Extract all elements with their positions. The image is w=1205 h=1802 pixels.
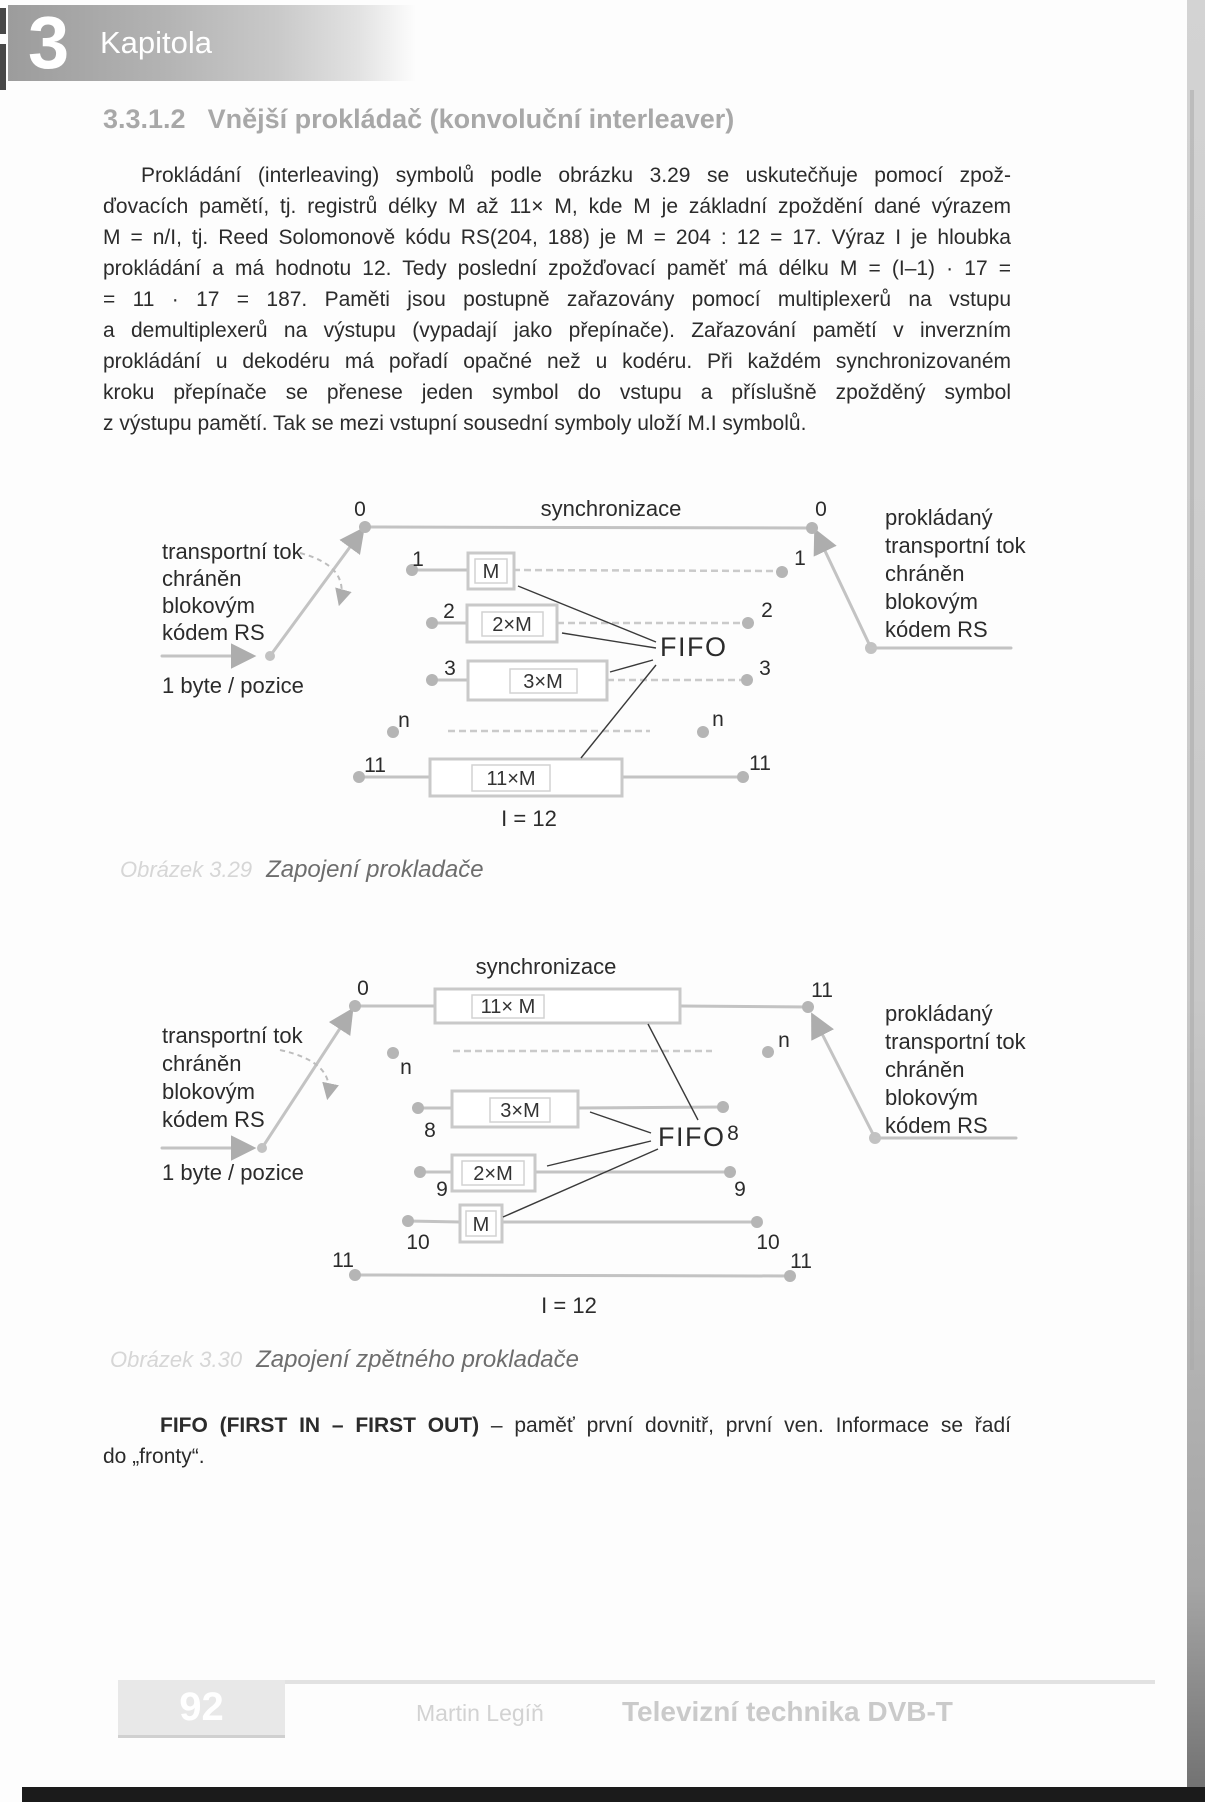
branch-number-left: 2	[443, 600, 455, 623]
branch-number-right: 9	[734, 1178, 746, 1201]
memory-box-label: M	[472, 1214, 490, 1236]
output-stream-label: kódem RS	[885, 1113, 988, 1138]
figure-interleaver-3-29	[100, 420, 1050, 840]
section-number: 3.3.1.2	[103, 104, 186, 134]
branch-number-left: 11	[364, 754, 386, 777]
paragraph-line: ďovacích pamětí, tj. registrů délky M až 11× M, kde M je základní zpoždění dané výrazem	[103, 195, 1011, 218]
input-stream-label: chráněn	[162, 1051, 242, 1076]
delay-memory-boxes	[435, 989, 680, 1242]
input-stream-label: chráněn	[162, 566, 242, 591]
branch-number-right: 11	[749, 752, 771, 775]
paragraph-line: M = n/I, tj. Reed Solomonově kódu RS(204, 188) je M = 204 : 12 = 17. Výraz I je hloubka	[103, 226, 1011, 249]
figure-caption-text: Zapojení zpětného prokladače	[256, 1346, 579, 1373]
switch-rotation-arrow	[300, 553, 342, 602]
paragraph-line: kroku přepínače se přenese jeden symbol do vstupu a příslušně zpožděný symbol	[103, 381, 1011, 404]
fifo-note-bold: FIFO (FIRST IN – FIRST OUT)	[160, 1414, 480, 1437]
sync-label: synchronizace	[475, 954, 617, 979]
branch-number-left: 0	[357, 977, 369, 1000]
branch-number-right: 1	[794, 547, 806, 570]
output-stream-label: prokládaný	[885, 1001, 993, 1026]
scan-right-edge-line	[1190, 90, 1194, 1370]
output-stream-label: kódem RS	[885, 617, 988, 642]
figure-caption-number: Obrázek 3.30	[110, 1347, 243, 1372]
paragraph-line: prokládání a má hodnotu 12. Tedy poslední zpožďovací paměť má délku M = (I–1) · 17 =	[103, 257, 1011, 280]
section-heading	[103, 104, 734, 135]
branch-number-left: 0	[354, 498, 366, 521]
output-stream-label: chráněn	[885, 561, 965, 586]
branch-number-left: n	[400, 1056, 412, 1079]
branch-number-right: n	[778, 1029, 790, 1052]
input-stream-label: kódem RS	[162, 1107, 265, 1132]
branch-number-right: 10	[756, 1231, 780, 1254]
branch-number-right: 11	[811, 979, 833, 1002]
branch-number-right: 2	[761, 599, 773, 622]
memory-box-label: M	[482, 561, 500, 583]
branch-number-left: 8	[424, 1119, 436, 1142]
input-stream-label: kódem RS	[162, 620, 265, 645]
section-title: Vnější prokládač (konvoluční interleaver)	[207, 104, 735, 134]
paragraph-line: Prokládání (interleaving) symbolů podle obrázku 3.29 se uskutečňuje pomocí zpož-	[141, 164, 1011, 187]
depth-label: I = 12	[541, 1293, 597, 1318]
branch-number-left: 3	[444, 657, 456, 680]
output-stream-label: blokovým	[885, 589, 978, 614]
paragraph-line: = 11 · 17 = 187. Paměti jsou postupně zařazovány pomocí multiplexerů na vstupu	[103, 288, 1011, 311]
figure-caption	[110, 1346, 579, 1374]
input-stream-label: transportní tok	[162, 1023, 303, 1048]
output-stream-label: transportní tok	[885, 533, 1026, 558]
input-stream-label: blokovým	[162, 593, 255, 618]
fifo-note-rest: – paměť první dovnitř, první ven. Informace se řadí	[479, 1414, 1011, 1437]
output-stream-label: prokládaný	[885, 505, 993, 530]
scan-edge-mark-top	[0, 8, 6, 34]
chapter-word: Kapitola	[100, 25, 213, 60]
footer-author: Martin Legíň	[416, 1700, 544, 1726]
page-number-box	[118, 1680, 285, 1738]
output-stream-label: chráněn	[885, 1057, 965, 1082]
input-rate-label: 1 byte / pozice	[162, 673, 304, 698]
paragraph-line: prokládání u dekodéru má pořadí opačné než u kodéru. Při každém synchronizovaném	[103, 350, 1011, 373]
figure-deinterleaver-3-30	[100, 950, 1050, 1330]
branch-number-right: 0	[815, 498, 827, 521]
fifo-note-line	[103, 1410, 1011, 1441]
branch-number-left: 9	[436, 1178, 448, 1201]
page-number: 92	[179, 1685, 224, 1729]
output-stream-label: blokovým	[885, 1085, 978, 1110]
branch-number-right: 11	[790, 1250, 812, 1273]
input-stream-label: blokovým	[162, 1079, 255, 1104]
paragraph-line: z výstupu pamětí. Tak se mezi vstupní sousední symboly uloží M.I symbolů.	[103, 412, 807, 435]
paragraph-line: a demultiplexerů na výstupu (vypadají jako přepínače). Zařazování pamětí v inverzním	[103, 319, 1011, 342]
memory-box-label: 11×M	[486, 768, 536, 790]
sync-label: synchronizace	[540, 496, 682, 521]
footer-book-title: Televizní technika DVB-T	[622, 1696, 953, 1727]
branch-number-right: n	[712, 708, 724, 731]
scan-bottom-edge-bar	[22, 1787, 1205, 1802]
input-stream-label: transportní tok	[162, 539, 303, 564]
branch-number-left: 10	[406, 1231, 430, 1254]
gray-wiring-lines	[162, 527, 1011, 777]
output-stream-label: transportní tok	[885, 1029, 1026, 1054]
chapter-header-band	[8, 1, 416, 84]
figure-caption-number: Obrázek 3.29	[120, 857, 253, 882]
branch-number-left: 11	[332, 1249, 354, 1272]
fifo-note-line: do „fronty“.	[103, 1445, 205, 1468]
fifo-definition-note	[103, 1410, 1011, 1472]
branch-number-left: n	[398, 709, 410, 732]
chapter-number: 3	[28, 1, 70, 84]
figure-caption	[120, 856, 484, 884]
branch-number-left: 1	[412, 548, 424, 571]
input-rate-label: 1 byte / pozice	[162, 1160, 304, 1185]
memory-box-label: 3×M	[500, 1100, 540, 1122]
body-paragraph	[103, 160, 1011, 439]
scan-edge-mark-bottom	[0, 44, 6, 90]
memory-box-label: 3×M	[523, 671, 563, 693]
memory-box-label: 2×M	[492, 614, 532, 636]
fifo-label: FIFO	[658, 1122, 726, 1152]
memory-box-label: 11× M	[480, 996, 536, 1018]
memory-box-label: 2×M	[473, 1163, 513, 1185]
fifo-label: FIFO	[660, 632, 728, 662]
figure-caption-text: Zapojení prokladače	[266, 856, 484, 883]
branch-number-right: 3	[759, 657, 771, 680]
footer-rule	[285, 1680, 1155, 1684]
depth-label: I = 12	[501, 806, 557, 831]
branch-number-right: 8	[727, 1122, 739, 1145]
